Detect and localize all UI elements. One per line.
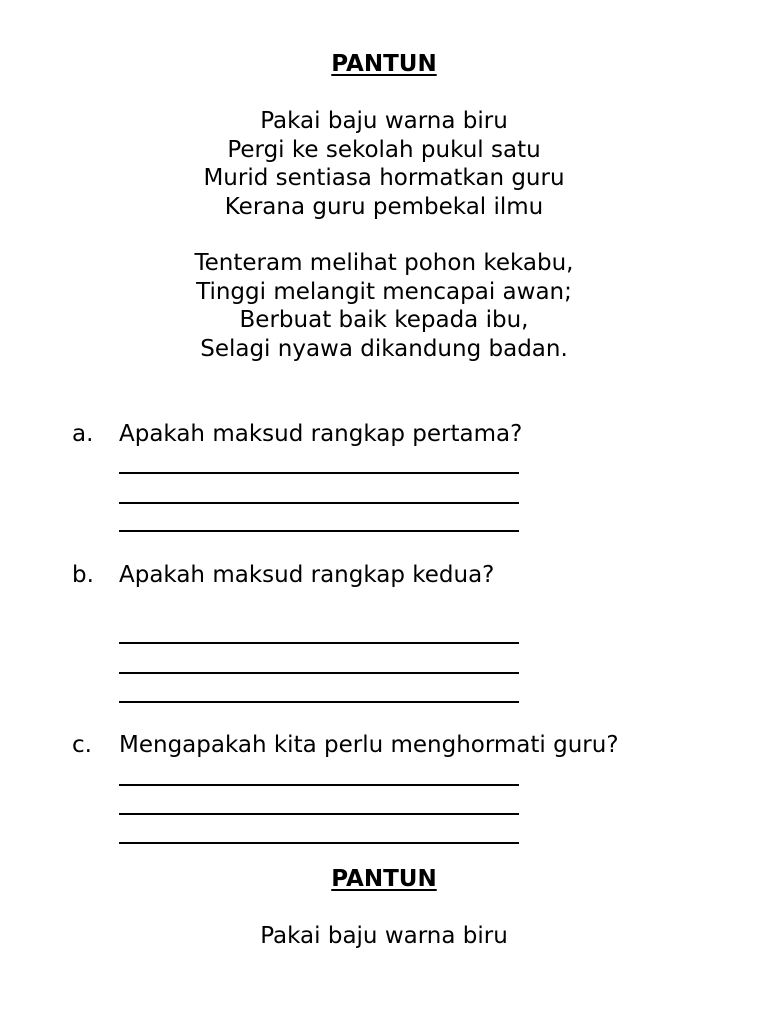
repeat-stanza: [0, 922, 768, 951]
stanza-line: Pakai baju warna biru: [260, 108, 508, 134]
stanza-line: Berbuat baik kepada ibu,: [239, 307, 529, 334]
question-text: Mengapakah kita perlu menghormati guru?: [119, 732, 619, 758]
question-c: [72, 731, 619, 759]
stanza-line: Pergi ke sekolah pukul satu: [227, 136, 541, 163]
stanza-line: Tinggi melangit mencapai awan;: [196, 278, 572, 305]
answer-line[interactable]: [119, 472, 519, 474]
stanza-line: Murid sentiasa hormatkan guru: [203, 165, 565, 192]
stanza-1: [0, 107, 768, 221]
stanza-2: [0, 249, 768, 363]
repeat-title: PANTUN: [331, 866, 437, 892]
answer-line[interactable]: [119, 672, 519, 674]
stanza-line: Pakai baju warna biru: [260, 923, 508, 949]
page-title: PANTUN: [331, 51, 437, 77]
question-letter: c.: [72, 732, 92, 758]
stanza-line: Kerana guru pembekal ilmu: [224, 193, 544, 220]
answer-line[interactable]: [119, 842, 519, 844]
question-text: Apakah maksud rangkap kedua?: [119, 562, 495, 588]
question-b: [72, 561, 494, 589]
question-letter: b.: [72, 562, 94, 588]
question-letter: a.: [72, 421, 94, 447]
stanza-line: Tenteram melihat pohon kekabu,: [194, 250, 574, 276]
answer-line[interactable]: [119, 642, 519, 644]
answer-line[interactable]: [119, 784, 519, 786]
question-text: Apakah maksud rangkap pertama?: [119, 421, 523, 447]
answer-line[interactable]: [119, 502, 519, 504]
answer-line[interactable]: [119, 813, 519, 815]
answer-line[interactable]: [119, 530, 519, 532]
question-a: [72, 420, 522, 448]
answer-line[interactable]: [119, 701, 519, 703]
stanza-line: Selagi nyawa dikandung badan.: [200, 335, 568, 362]
